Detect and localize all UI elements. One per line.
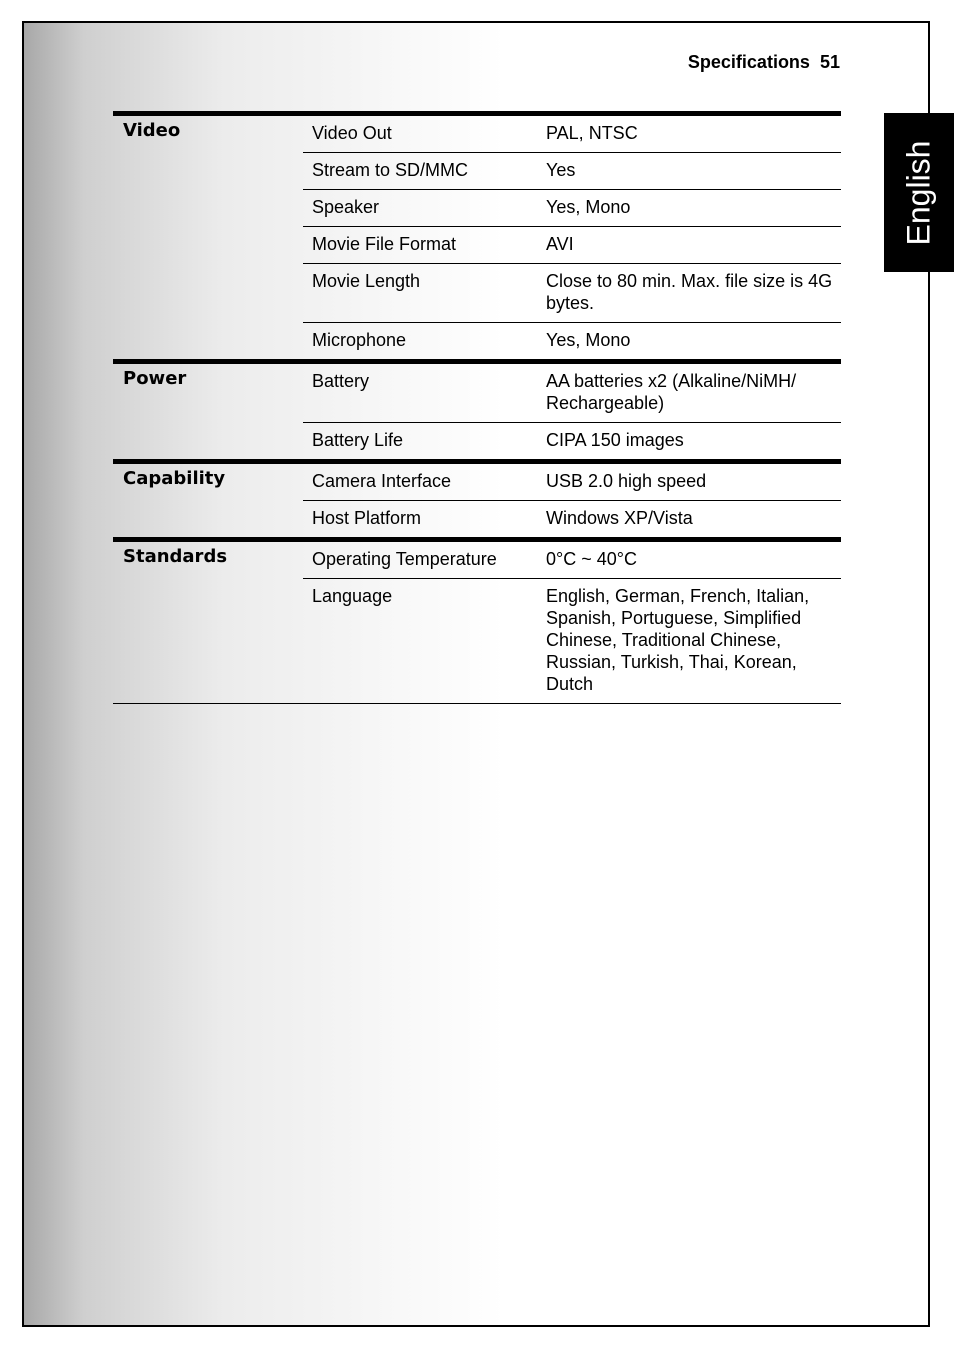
spec-name: Host Platform: [312, 508, 422, 528]
table-row: [303, 152, 841, 189]
spec-value: PAL, NTSC: [546, 123, 638, 143]
group-title: Power: [123, 368, 187, 389]
spec-value: AA batteries x2 (Alkaline/NiMH/ Rechargeable): [546, 371, 797, 413]
spec-name: Operating Temperature: [312, 549, 497, 569]
spec-name: Camera Interface: [312, 471, 452, 491]
table-row: [303, 189, 841, 226]
spec-value: USB 2.0 high speed: [546, 471, 707, 491]
group-rows: [303, 464, 841, 537]
table-row: [303, 578, 841, 703]
spec-name: Language: [312, 586, 393, 606]
group-title: Video: [123, 120, 181, 141]
spec-value: Yes, Mono: [546, 330, 631, 350]
spec-value: Yes, Mono: [546, 197, 631, 217]
table-row: [303, 116, 841, 152]
spec-group-capability: [113, 459, 841, 537]
spec-group-power: [113, 359, 841, 459]
spec-value: English, German, French, Italian, Spanish, Portuguese, Simplified Chinese, Traditional Chinese, Russian, Turkish, Thai, Korean, Dutch: [546, 586, 810, 694]
group-rows: [303, 116, 841, 359]
spec-table: [113, 111, 841, 704]
spec-name: Microphone: [312, 330, 407, 350]
group-rows: [303, 364, 841, 459]
group-title: Standards: [123, 546, 228, 567]
spec-value: Close to 80 min. Max. file size is 4G bytes.: [546, 271, 833, 313]
spec-name: Video Out: [312, 123, 392, 143]
spec-name: Speaker: [312, 197, 380, 217]
spec-value: Yes: [546, 160, 576, 180]
header-section: Specifications: [687, 52, 810, 72]
language-tab: [884, 113, 954, 272]
table-row: [303, 322, 841, 359]
table-row: [303, 364, 841, 422]
table-row: [303, 263, 841, 322]
table-row: [303, 500, 841, 537]
page-header: [688, 52, 840, 73]
spec-name: Movie Length: [312, 271, 421, 291]
table-row: [303, 422, 841, 459]
page-number: 51: [819, 52, 840, 72]
spec-name: Battery Life: [312, 430, 404, 450]
spec-name: Movie File Format: [312, 234, 457, 254]
group-rows: [303, 542, 841, 703]
spec-group-video: [113, 111, 841, 359]
spec-value: AVI: [546, 234, 574, 254]
spec-value: 0°C ~ 40°C: [546, 549, 637, 569]
spec-name: Stream to SD/MMC: [312, 160, 469, 180]
group-title: Capability: [123, 468, 226, 489]
language-tab-label: English: [900, 140, 937, 245]
spec-value: CIPA 150 images: [546, 430, 684, 450]
spec-value: Windows XP/Vista: [546, 508, 693, 528]
table-row: [303, 226, 841, 263]
table-row: [303, 542, 841, 578]
table-row: [303, 464, 841, 500]
spec-group-standards: [113, 537, 841, 704]
spec-name: Battery: [312, 371, 370, 391]
